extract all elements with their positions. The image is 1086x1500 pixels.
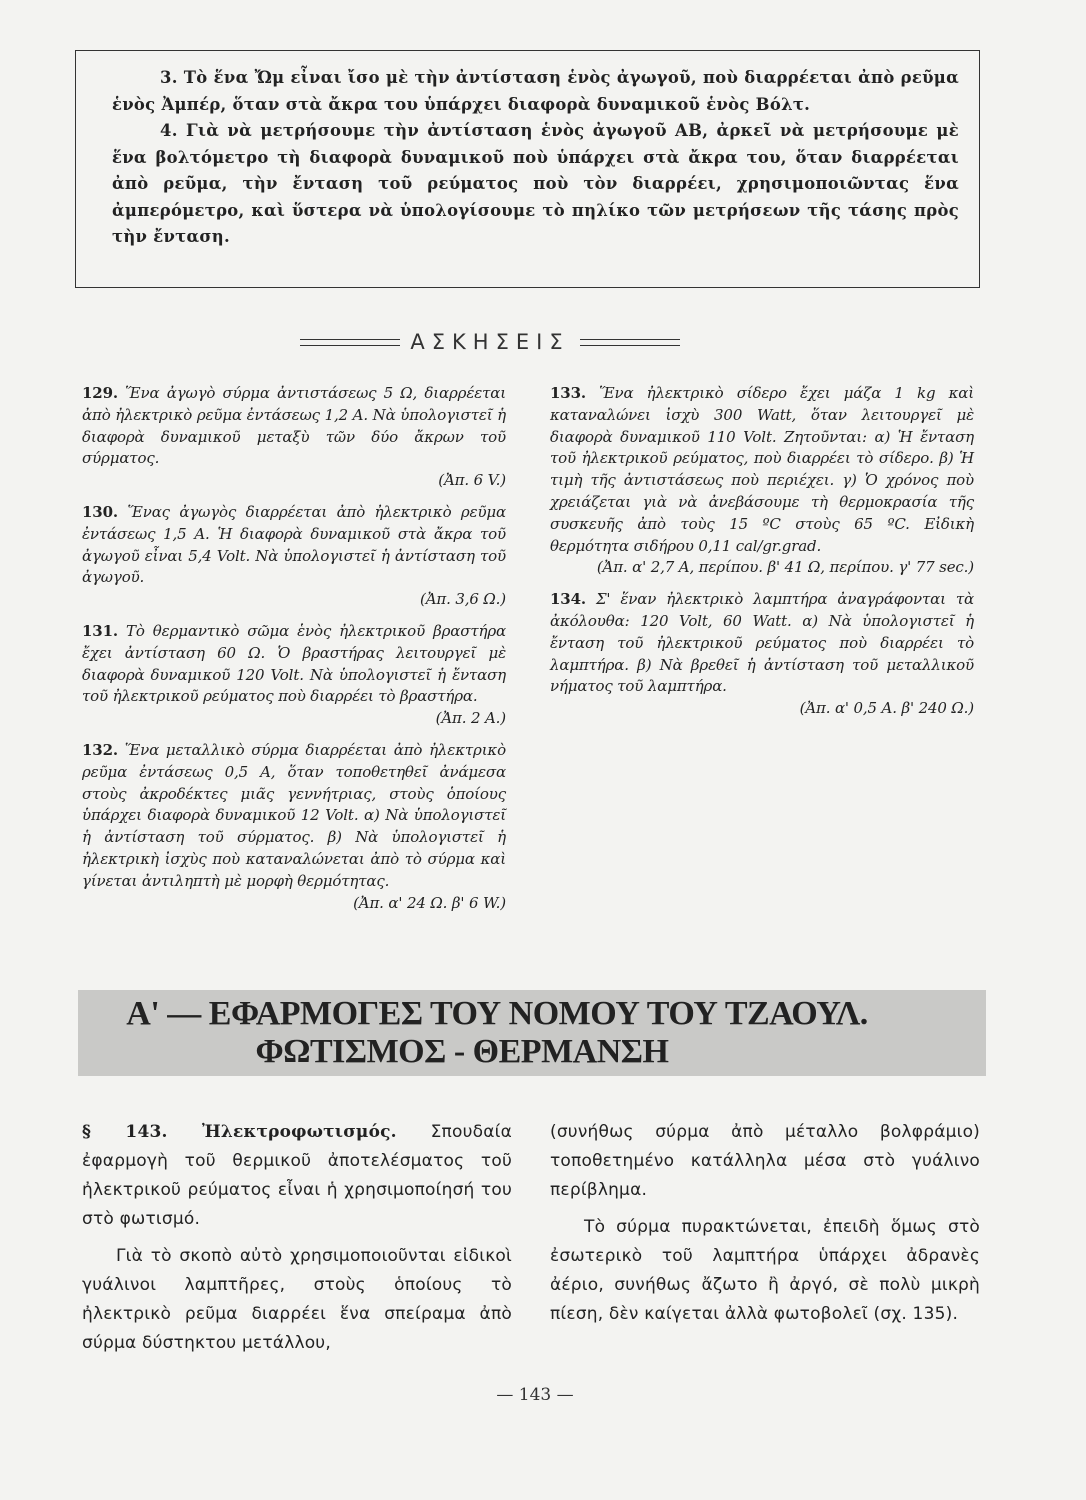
chapter-banner	[78, 990, 986, 1076]
exercise-129	[82, 383, 506, 492]
exercise-number: 133.	[550, 384, 586, 402]
chapter-title-line-1: Α' — ΕΦΑΡΜΟΓΕΣ ΤΟΥ ΝΟΜΟΥ ΤΟΥ ΤΖΑΟΥΛ.	[126, 995, 868, 1032]
summary-item-3: 3. Τὸ ἕνα Ὤμ εἶναι ἴσο μὲ τὴν ἀντίσταση ἑνὸς ἀγωγοῦ, ποὺ διαρρέεται ἀπὸ ρεῦμα ἑνὸς Ἀμπέρ, ὅταν στὰ ἄκρα του ὑπάρχει διαφορὰ δυναμικοῦ ἑνὸς Βόλτ.	[112, 68, 959, 114]
exercise-answer: (Ἀπ. α' 2,7 Α, περίπου. β' 41 Ω, περίπου. γ' 77 sec.)	[596, 558, 974, 577]
exercise-number: 129.	[82, 384, 118, 402]
exercise-answer: (Ἀπ. 3,6 Ω.)	[420, 590, 506, 609]
summary-item-4: 4. Γιὰ νὰ μετρήσουμε τὴν ἀντίσταση ἑνὸς ἀγωγοῦ ΑΒ, ἀρκεῖ νὰ μετρήσουμε μὲ ἕνα βολτόμετρο τὴ διαφορὰ δυναμικοῦ ποὺ ὑπάρχει στὰ ἄκρα του, ὅταν διαρρέεται ἀπὸ ρεῦμα, τὴν ἔνταση τοῦ ρεύματος ποὺ τὸν διαρρέει, χρησιμοποιῶντας ἕνα ἀμπερόμετρο, καὶ ὕστερα νὰ ὑπολογίσουμε τὸ πηλίκο τῶν μετρήσεων τῆς τάσης πρὸς τὴν ἔνταση.	[112, 121, 959, 246]
exercise-text: Σ' ἕναν ἠλεκτρικὸ λαμπτήρα ἀναγράφονται τὰ ἀκόλουθα: 120 Volt, 60 Watt. α) Νὰ ὑπολογιστεῖ ἡ ἔνταση τοῦ ἠλεκτρικοῦ ρεύματος ποὺ διαρρέει τὸ λαμπτήρα. β) Νὰ βρεθεῖ ἡ ἀντίσταση τοῦ μεταλλικοῦ νήματος τοῦ λαμπτήρα.	[550, 590, 974, 696]
exercise-answer: (Ἀπ. α' 24 Ω. β' 6 W.)	[353, 893, 506, 912]
body-paragraph-2: Γιὰ τὸ σκοπὸ αὐτὸ χρησιμοποιοῦνται εἰδικοὶ γυάλινοι λαμπτῆρες, στοὺς ὁποίους τὸ ἠλεκτρικὸ ρεῦμα διαρρέει ἕνα σπείραμα ἀπὸ σύρμα δύστηκτου μετάλλου,	[82, 1246, 512, 1353]
exercise-number: 132.	[82, 740, 118, 759]
exercises-heading-text: ΑΣΚΗΣΕΙΣ	[410, 330, 570, 354]
exercise-130	[82, 502, 506, 611]
exercise-number: 130.	[82, 502, 118, 521]
body-paragraph-1-text: Σπουδαία ἐφαρμογὴ τοῦ θερμικοῦ ἀποτελέσματος τοῦ ἠλεκτρικοῦ ρεύματος εἶναι ἡ χρησιμοποίησή του στὸ φωτισμό.	[82, 1122, 512, 1229]
body-paragraph-3: (συνήθως σύρμα ἀπὸ μέταλλο βολφράμιο) τοποθετημένο κατάλληλα μέσα στὸ γυάλινο περίβλημα.	[550, 1122, 980, 1200]
exercise-text: Ἕνα μεταλλικὸ σύρμα διαρρέεται ἀπὸ ἠλεκτρικὸ ρεῦμα ἐντάσεως 0,5 Α, ὅταν τοποθετηθεῖ ἀνάμεσα στοὺς ἀκροδέκτες μιᾶς γεννήτριας, στοὺς ὁποίους ὑπάρχει διαφορὰ δυναμικοῦ 12 Volt. α) Νὰ ὑπολογιστεῖ ἡ ἀντίσταση τοῦ σύρματος. β) Νὰ ὑπολογιστεῖ ἡ ἠλεκτρικὴ ἰσχὺς ποὺ καταναλώνεται ἀπὸ τὸ σύρμα καὶ γίνεται ἀντιληπτὴ μὲ μορφὴ θερμότητας.	[82, 740, 506, 890]
chapter-title-line-2: ΦΩΤΙΣΜΟΣ - ΘΕΡΜΑΝΣΗ	[255, 1033, 669, 1070]
section-title: § 143. Ἠλεκτροφωτισμός.	[82, 1122, 397, 1142]
page-number: — 143 —	[496, 1385, 574, 1405]
exercise-text: Ἕνα ἠλεκτρικὸ σίδερο ἔχει μάζα 1 kg καὶ καταναλώνει ἰσχὺ 300 Watt, ὅταν λειτουργεῖ μὲ διαφορὰ δυναμικοῦ 110 Volt. Ζητοῦνται: α) Ἡ ἔνταση τοῦ ἠλεκτρικοῦ ρεύματος, ποὺ διαρρέει τὸ σίδερο. β) Ἡ τιμὴ τῆς ἀντιστάσεως ποὺ περιέχει. γ) Ὁ χρόνος ποὺ χρειάζεται γιὰ νὰ ἀνεβάσουμε τὴ θερμοκρασία τῆς συσκευῆς ἀπὸ τοὺς 15 ºC στοὺς 65 ºC. Εἰδικὴ θερμότητα σιδήρου 0,11 cal/gr.grad.	[550, 384, 974, 555]
summary-box	[75, 50, 980, 288]
heading-rule-right	[580, 339, 680, 346]
exercise-text: Ἕνας ἀγωγὸς διαρρέεται ἀπὸ ἠλεκτρικὸ ρεῦμα ἐντάσεως 1,5 Α. Ἡ διαφορὰ δυναμικοῦ στὰ ἄκρα τοῦ ἀγωγοῦ εἶναι 5,4 Volt. Νὰ ὑπολογιστεῖ ἡ ἀντίσταση τοῦ ἀγωγοῦ.	[82, 502, 506, 587]
exercise-133	[550, 383, 974, 579]
exercises-heading	[300, 327, 680, 357]
body-paragraph-4: Τὸ σύρμα πυρακτώνεται, ἐπειδὴ ὅμως στὸ ἐσωτερικὸ τοῦ λαμπτήρα ὑπάρχει ἀδρανὲς ἀέριο, συνήθως ἄζωτο ἢ ἀργό, σὲ πολὺ μικρὴ πίεση, δὲν καίγεται ἀλλὰ φωτοβολεῖ (σχ. 135).	[550, 1217, 980, 1324]
exercise-132	[82, 740, 506, 914]
exercise-number: 131.	[82, 621, 118, 640]
exercise-answer: (Ἀπ. 2 Α.)	[435, 709, 506, 728]
exercises-column-left	[82, 383, 506, 924]
exercise-answer: (Ἀπ. α' 0,5 Α. β' 240 Ω.)	[799, 699, 974, 718]
body-column-right	[550, 1118, 980, 1337]
exercises-column-right	[550, 383, 974, 730]
exercise-text: Ἕνα ἀγωγὸ σύρμα ἀντιστάσεως 5 Ω, διαρρέεται ἀπὸ ἠλεκτρικὸ ρεῦμα ἐντάσεως 1,2 Α. Νὰ ὑπολογιστεῖ ἡ διαφορὰ δυναμικοῦ μεταξὺ τῶν δύο ἄκρων τοῦ σύρματος.	[82, 384, 506, 468]
exercise-text: Τὸ θερμαντικὸ σῶμα ἑνὸς ἠλεκτρικοῦ βραστήρα ἔχει ἀντίσταση 60 Ω. Ὁ βραστήρας λειτουργεῖ μὲ διαφορὰ δυναμικοῦ 120 Volt. Νὰ ὑπολογιστεῖ ἡ ἔνταση τοῦ ἠλεκτρικοῦ ρεύματος ποὺ διαρρέει τὸ βραστήρα.	[82, 621, 506, 706]
heading-rule-left	[300, 339, 400, 346]
exercise-answer: (Ἀπ. 6 V.)	[438, 471, 506, 490]
exercise-131	[82, 621, 506, 730]
body-column-left	[82, 1118, 512, 1366]
exercise-number: 134.	[550, 590, 586, 609]
exercise-134	[550, 589, 974, 720]
body-paragraph-1	[82, 1118, 512, 1234]
